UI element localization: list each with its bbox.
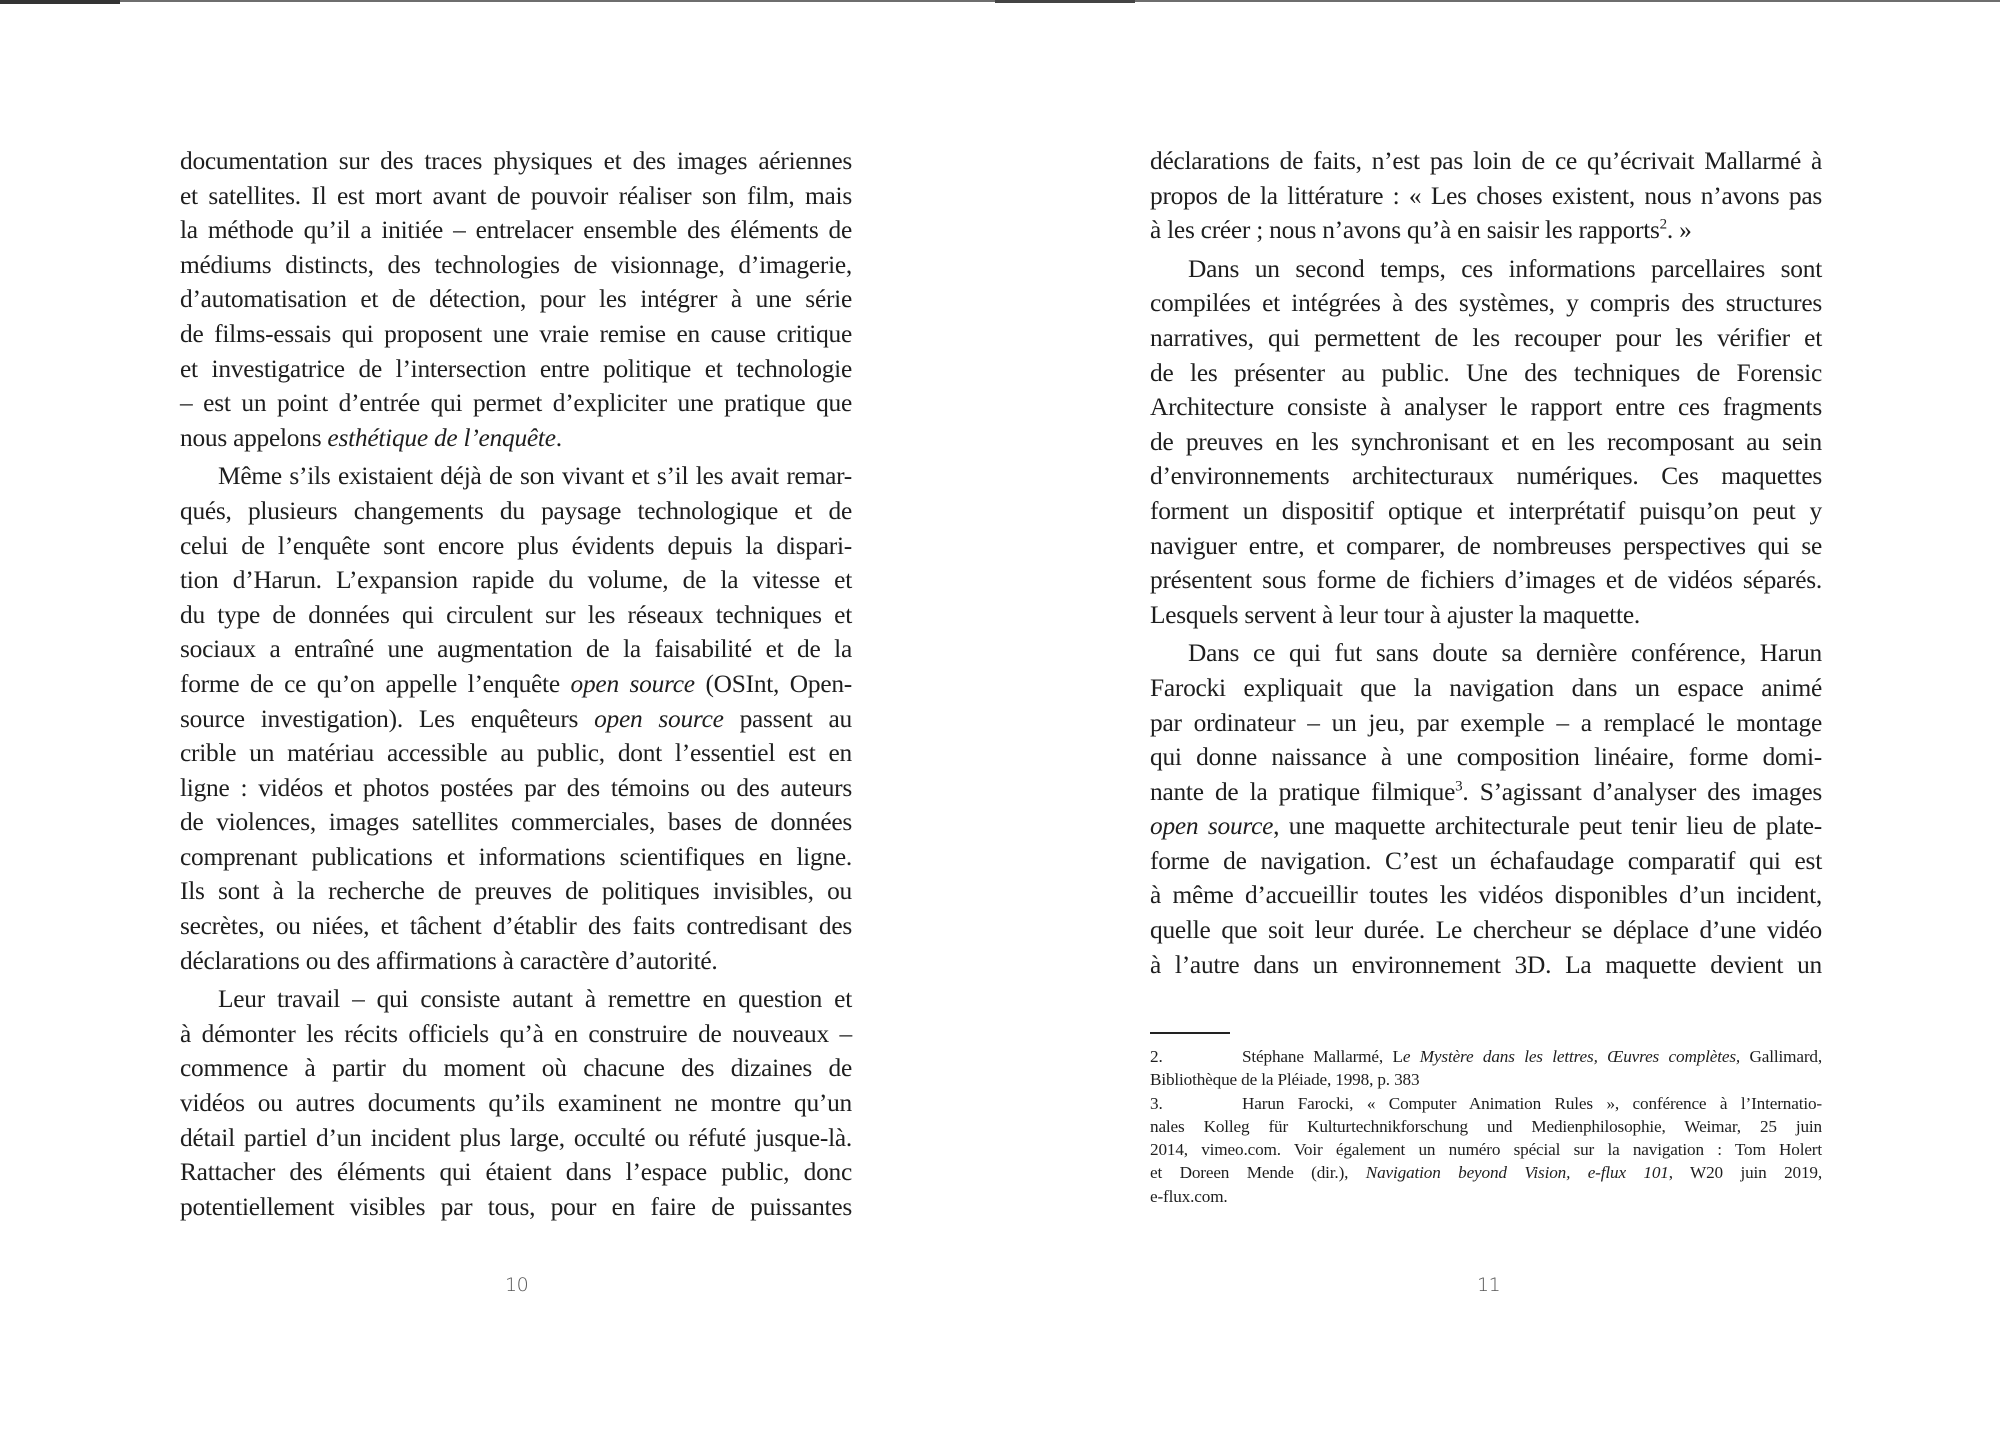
left-page-body	[180, 144, 852, 1224]
text-line: crible un matériau accessible au public, dont l’essentiel est en	[180, 739, 852, 768]
page-number-left: 10	[505, 1274, 529, 1296]
footnote-line: 2014, vimeo.com. Voir également un numéro spécial sur la navigation : Tom Holert	[1150, 1140, 1822, 1160]
text-line: et investigatrice de l’intersection entre politique et technologie	[180, 354, 852, 383]
text-line: Rattacher des éléments qui étaient dans l’espace public, donc	[180, 1158, 852, 1187]
footnote-number: 2.	[1150, 1047, 1163, 1066]
paragraph-start-line: Leur travail – qui consiste autant à remettre en question et	[218, 985, 852, 1014]
footnotes	[1150, 1045, 1822, 1208]
text-line: à démonter les récits officiels qu’à en construire de nouveaux –	[180, 1019, 852, 1048]
text-line: nante de la pratique filmique$^3$. S’agissant d’analyser des images	[1150, 777, 1822, 806]
text-line: la méthode qu’il a initiée – entrelacer ensemble des éléments de	[180, 216, 852, 245]
text-line: quelle que soit leur durée. Le chercheur se déplace d’une vidéo	[1150, 916, 1822, 945]
text-line: sociaux a entraîné une augmentation de la faisabilité et de la	[180, 635, 852, 664]
text-line: documentation sur des traces physiques et des images aériennes	[180, 147, 852, 175]
text-line: et satellites. Il est mort avant de pouvoir réaliser son film, mais	[180, 181, 852, 210]
text-line: détail partiel d’un incident plus large, occulté ou réfuté jusque-là.	[180, 1123, 852, 1152]
top-border-mark	[995, 0, 1135, 3]
text-line: par ordinateur – un jeu, par exemple – a remplacé le montage	[1150, 708, 1822, 737]
text-line: ligne : vidéos et photos postées par des témoins ou des auteurs	[180, 773, 852, 802]
footnote-3: 3. Harun Farocki, « Computer Animation Rules », conférence à l’Internatio-	[1150, 1092, 1822, 1115]
text-line: tion d’Harun. L’expansion rapide du volume, de la vitesse et	[180, 566, 852, 595]
footnote-2: 2. Stéphane Mallarmé, Le Mystère dans les lettres, Œuvres complètes, Gallimard,	[1150, 1045, 1822, 1068]
text-line: celui de l’enquête sont encore plus évidents depuis la dispari-	[180, 531, 852, 560]
text-line: vidéos ou autres documents qu’ils examinent ne montre qu’un	[180, 1089, 852, 1118]
text-line: à même d’accueillir toutes les vidéos disponibles d’un incident,	[1150, 881, 1822, 910]
emphasis: open source	[1150, 812, 1274, 841]
text-line: à les créer ; nous n’avons qu’à en saisir les rapports$^2$. »	[1150, 216, 1692, 245]
text-line: à l’autre dans un environnement 3D. La maquette devient un	[1150, 950, 1822, 979]
footnote-separator	[1150, 1032, 1230, 1034]
text-line: potentiellement visibles par tous, pour en faire de puissantes	[180, 1192, 852, 1221]
footnote-line: e-flux.com.	[1150, 1186, 1228, 1206]
text-line: narratives, qui permettent de les recouper pour les vérifier et	[1150, 323, 1822, 352]
text-line: – est un point d’entrée qui permet d’expliciter une pratique que	[180, 389, 852, 418]
text-line: d’automatisation et de détection, pour les intégrer à une série	[180, 285, 852, 314]
text-line: nous appelons esthétique de l’enquête.	[180, 423, 562, 452]
emphasis: open source	[594, 704, 724, 733]
emphasis: open source	[570, 669, 695, 698]
paragraph-start-line: Dans ce qui fut sans doute sa dernière conférence, Harun	[1188, 639, 1822, 668]
text-line: secrètes, ou niées, et tâchent d’établir des faits contredisant des	[180, 912, 852, 941]
right-page-body	[1150, 144, 1822, 982]
text-line: Ils sont à la recherche de preuves de politiques invisibles, ou	[180, 877, 852, 906]
text-line: Farocki expliquait que la navigation dans un espace animé	[1150, 673, 1822, 702]
footnote-ref-2[interactable]: 2	[1659, 216, 1667, 233]
text-line: du type de données qui circulent sur les réseaux techniques et	[180, 600, 852, 629]
text-line: Lesquels servent à leur tour à ajuster la maquette.	[1150, 600, 1640, 629]
text-line: de preuves en les synchronisant et en les recomposant au sein	[1150, 427, 1822, 456]
text-line: propos de la littérature : « Les choses existent, nous n’avons pas	[1150, 181, 1822, 210]
top-border-mark	[0, 0, 120, 4]
text-line: Architecture consiste à analyser le rapport entre ces fragments	[1150, 393, 1822, 422]
text-line: présentent sous forme de fichiers d’images et de vidéos séparés.	[1150, 566, 1822, 595]
text-line: qui donne naissance à une composition linéaire, forme domi-	[1150, 743, 1822, 772]
text-line: compilées et intégrées à des systèmes, y compris des structures	[1150, 289, 1822, 318]
emphasis: e Mystère dans les lettres, Œuvres complètes,	[1402, 1047, 1741, 1066]
text-line: déclarations ou des affirmations à caractère d’autorité.	[180, 946, 718, 975]
footnote-line: Bibliothèque de la Pléiade, 1998, p. 383	[1150, 1070, 1420, 1090]
text-line: d’environnements architecturaux numériques. Ces maquettes	[1150, 462, 1822, 491]
text-line: forment un dispositif optique et interprétatif puisqu’on peut y	[1150, 496, 1822, 525]
footnote-number: 3.	[1150, 1093, 1163, 1113]
text-line: naviguer entre, et comparer, de nombreuses perspectives qui se	[1150, 531, 1822, 560]
text-line: source investigation). Les enquêteurs open source passent au	[180, 704, 852, 733]
text-line: médiums distincts, des technologies de visionnage, d’imagerie,	[180, 250, 852, 279]
text-line: commence à partir du moment où chacune des dizaines de	[180, 1054, 852, 1083]
text-line: qués, plusieurs changements du paysage technologique et de	[180, 496, 852, 525]
emphasis: esthétique de l’enquête	[327, 423, 556, 452]
text-line: forme de ce qu’on appelle l’enquête open source (OSInt, Open-	[180, 669, 853, 698]
footnote-ref-3[interactable]: 3	[1455, 778, 1463, 795]
text-line: de films-essais qui proposent une vraie remise en cause critique	[180, 319, 852, 348]
page-number-right: 11	[1477, 1274, 1501, 1296]
text-line: de violences, images satellites commerciales, bases de données	[180, 808, 852, 837]
text-line: open source, une maquette architecturale peut tenir lieu de plate-	[1150, 812, 1822, 841]
footnote-line: nales Kolleg für Kulturtechnikforschung und Medienphilosophie, Weimar, 25 juin	[1150, 1116, 1822, 1136]
paragraph-start-line: Même s’ils existaient déjà de son vivant et s’il les avait remar-	[218, 462, 852, 491]
text-line: comprenant publications et informations scientifiques en ligne.	[180, 842, 852, 871]
text-line: forme de navigation. C’est un échafaudage comparatif qui est	[1150, 846, 1822, 875]
text-line: déclarations de faits, n’est pas loin de ce qu’écrivait Mallarmé à	[1150, 147, 1822, 175]
paragraph-start-line: Dans un second temps, ces informations parcellaires sont	[1188, 254, 1822, 283]
text-line: de les présenter au public. Une des techniques de Forensic	[1150, 358, 1822, 387]
footnote-line: et Doreen Mende (dir.), Navigation beyond Vision, e-flux 101, W20 juin 2019,	[1150, 1163, 1822, 1183]
emphasis: Navigation beyond Vision, e-flux 101	[1365, 1163, 1669, 1183]
